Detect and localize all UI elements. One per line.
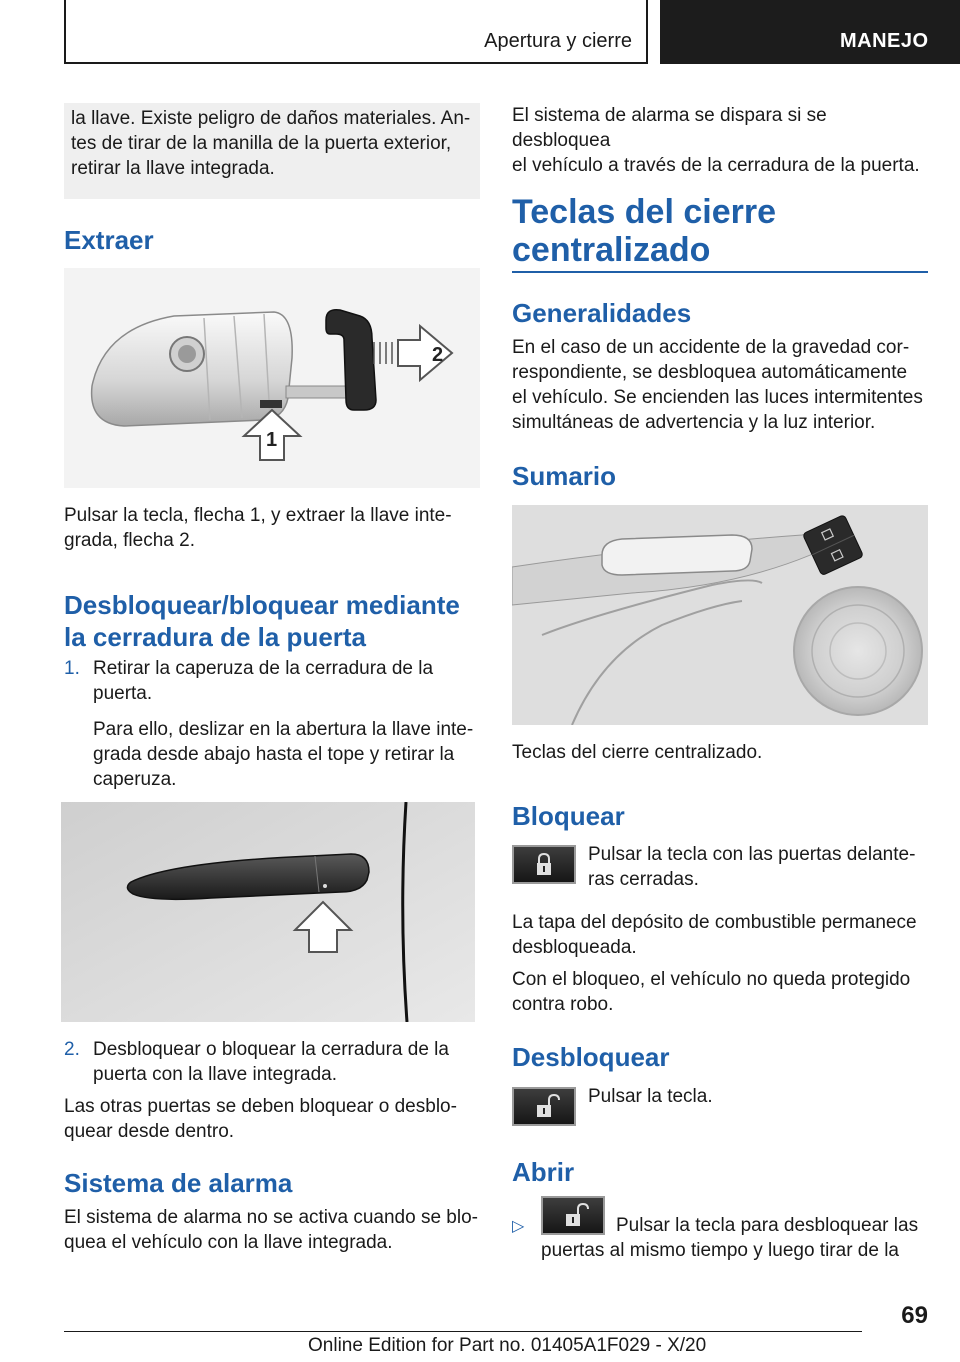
paragraph-line: quear desde dentro.	[64, 1121, 235, 1142]
door-handle-illustration	[61, 802, 475, 1022]
heading-abrir: Abrir	[512, 1157, 575, 1187]
other-doors-text	[64, 1094, 480, 1144]
heading-line: Desbloquear/bloquear mediante	[64, 590, 460, 620]
title-line: Teclas del cierre	[512, 193, 776, 231]
interior-door-illustration	[512, 505, 928, 725]
footer-rule	[64, 1331, 862, 1332]
bloquear-text	[588, 842, 928, 892]
section-title: Apertura y cierre	[484, 30, 632, 52]
bloquear-theft-text	[512, 967, 932, 1017]
note-line: retirar la llave integrada.	[71, 158, 275, 179]
unlock-key-button-abrir[interactable]	[541, 1196, 605, 1235]
step-line: Desbloquear o bloquear la cerradura de la	[93, 1039, 449, 1060]
paragraph-line: Pulsar la tecla con las puertas delante‐	[588, 844, 916, 865]
paragraph-line: contra robo.	[512, 994, 614, 1015]
abrir-text-line-1: Pulsar la tecla para desbloquear las	[616, 1215, 919, 1236]
chapter-title: MANEJO	[840, 30, 929, 52]
running-header	[64, 0, 648, 64]
lock-icon	[514, 847, 574, 882]
alarma-text	[64, 1205, 480, 1255]
page-title	[512, 193, 928, 269]
extraer-caption	[64, 503, 480, 553]
step-line: Para ello, deslizar en la abertura la llave inte‐	[93, 719, 474, 740]
abrir-text-line-2: puertas al mismo tiempo y luego tirar de la	[541, 1240, 899, 1261]
note-line: tes de tirar de la manilla de la puerta exterior,	[71, 133, 452, 154]
paragraph-line: El sistema de alarma no se activa cuando se blo‐	[64, 1207, 478, 1228]
heading-line: la cerradura de la puerta	[64, 622, 367, 652]
warning-note-continued	[64, 103, 480, 199]
paragraph-line: desbloqueada.	[512, 937, 637, 958]
figure-key-extract	[64, 268, 480, 488]
paragraph-line: Las otras puertas se deben bloquear o desblo‐	[64, 1096, 457, 1117]
desbloquear-text: Pulsar la tecla.	[588, 1086, 713, 1107]
figure-central-locking-buttons	[512, 505, 928, 725]
unlock-key-button[interactable]	[512, 1087, 576, 1126]
generalidades-text	[512, 335, 932, 435]
title-rule	[512, 271, 928, 273]
step-line: puerta.	[93, 683, 153, 704]
footer-edition: Online Edition for Part no. 01405A1F029 - X/20	[308, 1335, 707, 1356]
sumario-caption: Teclas del cierre centralizado.	[512, 742, 763, 763]
paragraph-line: La tapa del depósito de combustible permanece	[512, 912, 917, 933]
caption-line: Pulsar la tecla, flecha 1, y extraer la llave inte‐	[64, 505, 452, 526]
note-line: la llave. Existe peligro de daños materiales. An‐	[71, 108, 471, 129]
heading-generalidades: Generalidades	[512, 298, 692, 328]
page-number: 69	[901, 1302, 928, 1329]
figure-door-handle	[61, 802, 475, 1022]
heading-extraer: Extraer	[64, 225, 154, 255]
paragraph-line: el vehículo a través de la cerradura de la puerta.	[512, 155, 920, 176]
paragraph-line: el vehículo. Se encienden las luces intermitentes	[512, 387, 923, 408]
caption-line: grada, flecha 2.	[64, 530, 195, 551]
step-line: caperuza.	[93, 769, 177, 790]
lock-key-button[interactable]	[512, 845, 576, 884]
paragraph-line: quea el vehículo con la llave integrada.	[64, 1232, 393, 1253]
bloquear-fuel-text	[512, 910, 932, 960]
step-line: grada desde abajo hasta el tope y retirar la	[93, 744, 455, 765]
callout-1: 1	[266, 429, 278, 451]
heading-sumario: Sumario	[512, 461, 617, 491]
step-1-text	[93, 656, 483, 792]
paragraph-line: El sistema de alarma se dispara si se desbloquea	[512, 105, 827, 151]
title-line: centralizado	[512, 231, 711, 269]
unlock-icon	[514, 1089, 574, 1124]
step-number-2: 2.	[64, 1039, 80, 1060]
heading-desbloquear-cerradura	[64, 589, 480, 653]
bullet-icon: ▷	[512, 1218, 525, 1235]
chapter-tab	[660, 0, 960, 64]
alarma-continued-text	[512, 103, 928, 178]
paragraph-line: En el caso de un accidente de la gravedad cor‐	[512, 337, 910, 358]
step-number-1: 1.	[64, 658, 80, 679]
paragraph-line: Con el bloqueo, el vehículo no queda protegido	[512, 969, 911, 990]
key-illustration	[64, 268, 480, 488]
paragraph-line: respondiente, se desbloquea automáticamente	[512, 362, 908, 383]
step-line: Retirar la caperuza de la cerradura de la	[93, 658, 434, 679]
paragraph-line: ras cerradas.	[588, 869, 699, 890]
unlock-icon	[543, 1198, 603, 1233]
callout-2: 2	[432, 344, 444, 366]
paragraph-line: simultáneas de advertencia y la luz interior.	[512, 412, 876, 433]
step-2-text	[93, 1037, 483, 1087]
heading-bloquear: Bloquear	[512, 801, 625, 831]
step-line: puerta con la llave integrada.	[93, 1064, 337, 1085]
heading-sistema-alarma: Sistema de alarma	[64, 1168, 293, 1198]
heading-desbloquear: Desbloquear	[512, 1042, 670, 1072]
